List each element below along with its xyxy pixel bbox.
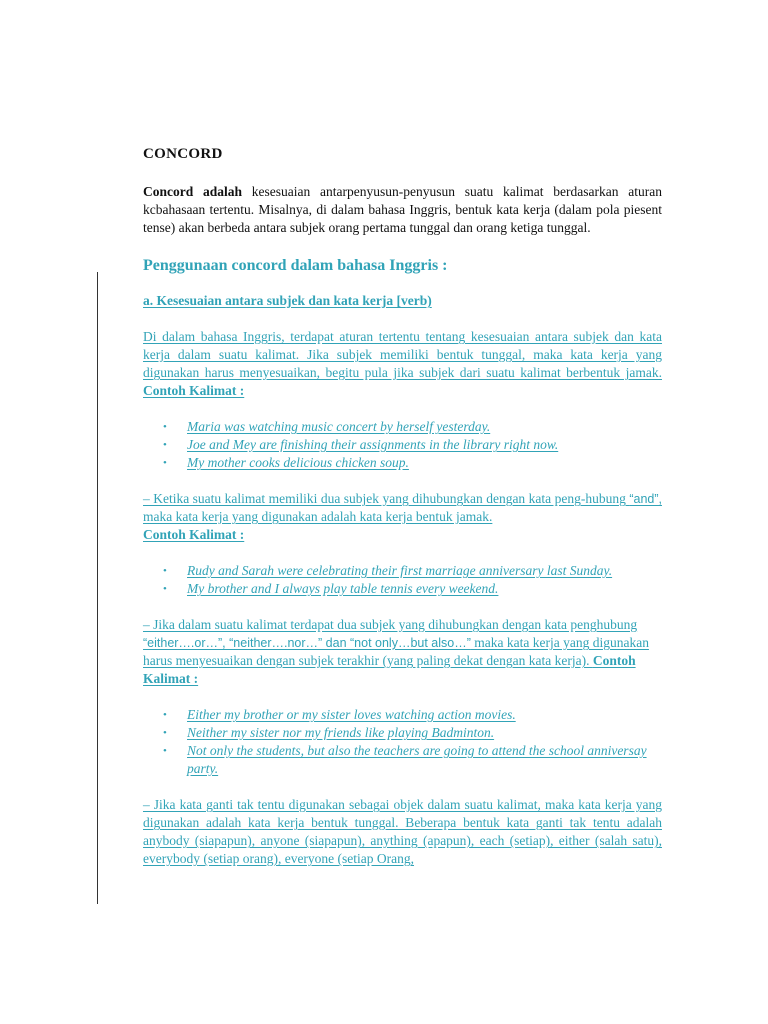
- margin-line: [97, 272, 98, 904]
- section1-example-label: Contoh Kalimat :: [143, 383, 245, 398]
- example-text: My mother cooks delicious chicken soup.: [187, 455, 409, 470]
- example-text: Either my brother or my sister loves watching action movies.: [187, 707, 516, 722]
- section3-text-a: – Jika dalam suatu kalimat terdapat dua subjek yang dihubungkan dengan kata penghubung: [143, 617, 638, 632]
- list-item: [143, 436, 662, 454]
- section3-text-b: maka kata kerja yang digunakan harus menyesuaikan dengan subjek terakhir (yang paling dekat dengan kata kerja).: [143, 635, 649, 668]
- list-item: [143, 454, 662, 472]
- example-text: My brother and I always play table tennis every weekend.: [187, 581, 499, 596]
- section2-paragraph: [143, 490, 662, 544]
- bullet-icon: •: [163, 421, 167, 433]
- section3-example-label: Contoh Kalimat :: [143, 653, 636, 686]
- bullet-icon: •: [163, 565, 167, 577]
- section4-paragraph: – Jika kata ganti tak tentu digunakan sebagai objek dalam suatu kalimat, maka kata kerja yang digunakan adalah kata kerja bentuk tunggal. Beberapa bentuk kata ganti tak tentu adalah anybody (siapapun), anyone (siapapun), anything (apapun), each (setiap), either (salah satu), everybody (setiap orang), everyone (setiap Orang,: [143, 797, 662, 866]
- intro-lead: Concord adalah: [143, 184, 243, 199]
- bullet-icon: •: [163, 745, 167, 757]
- document-body: [143, 146, 662, 886]
- subsection-heading: a. Kesesuaian antara subjek dan kata kerja [verb): [143, 293, 432, 308]
- example-text: Rudy and Sarah were celebrating their first marriage anniversary last Sunday.: [187, 563, 613, 578]
- section1-paragraph: [143, 328, 662, 400]
- example-text: Maria was watching music concert by herself yesterday.: [187, 419, 491, 434]
- intro-text: kesesuaian antarpenyusun-penyusun suatu kalimat berdasarkan aturan kcbahasaan tertentu. Misalnya, di dalam bahasa Inggris, bentuk kata kerja (dalam pola piesent tense) akan berbeda antara subjek orang pertama tunggal dan orang ketiga tunggal.: [143, 184, 662, 235]
- list-item: [143, 562, 662, 580]
- section1-examples: [143, 418, 662, 472]
- bullet-icon: •: [163, 727, 167, 739]
- section2-text-a: – Ketika suatu kalimat memiliki dua subjek yang dihubungkan dengan kata peng-hubung: [143, 491, 630, 506]
- section3-paragraph: [143, 616, 662, 688]
- bullet-icon: •: [163, 439, 167, 451]
- section2-quote: “and”,: [629, 492, 662, 506]
- list-item: [143, 742, 662, 778]
- bullet-icon: •: [163, 709, 167, 721]
- section1-text: Di dalam bahasa Inggris, terdapat aturan tertentu tentang kesesuaian antara subjek dan kata kerja dalam suatu kalimat. Jika subjek memiliki bentuk tunggal, maka kata kerja yang digunakan harus menyesuaikan, begitu pula jika subjek dari suatu kalimat berbentuk jamak.: [143, 329, 662, 380]
- example-text: Not only the students, but also the teachers are going to attend the school anniversay party.: [187, 743, 647, 776]
- section3-examples: [143, 706, 662, 778]
- example-text: Joe and Mey are finishing their assignments in the library right now.: [187, 437, 559, 452]
- document-title: CONCORD: [143, 146, 223, 162]
- section-heading: Penggunaan concord dalam bahasa Inggris :: [143, 257, 448, 274]
- section2-examples: [143, 562, 662, 598]
- bullet-icon: •: [163, 583, 167, 595]
- intro-paragraph: [143, 183, 662, 237]
- list-item: [143, 706, 662, 724]
- list-item: [143, 724, 662, 742]
- example-text: Neither my sister nor my friends like playing Badminton.: [187, 725, 495, 740]
- section3-quote: “either….or…”, “neither….nor…” dan “not only…but also…”: [143, 636, 471, 650]
- bullet-icon: •: [163, 457, 167, 469]
- section2-example-label: Contoh Kalimat :: [143, 527, 245, 542]
- list-item: [143, 418, 662, 436]
- section2-text-b: maka kata kerja yang digunakan adalah kata kerja bentuk jamak.: [143, 509, 493, 524]
- list-item: [143, 580, 662, 598]
